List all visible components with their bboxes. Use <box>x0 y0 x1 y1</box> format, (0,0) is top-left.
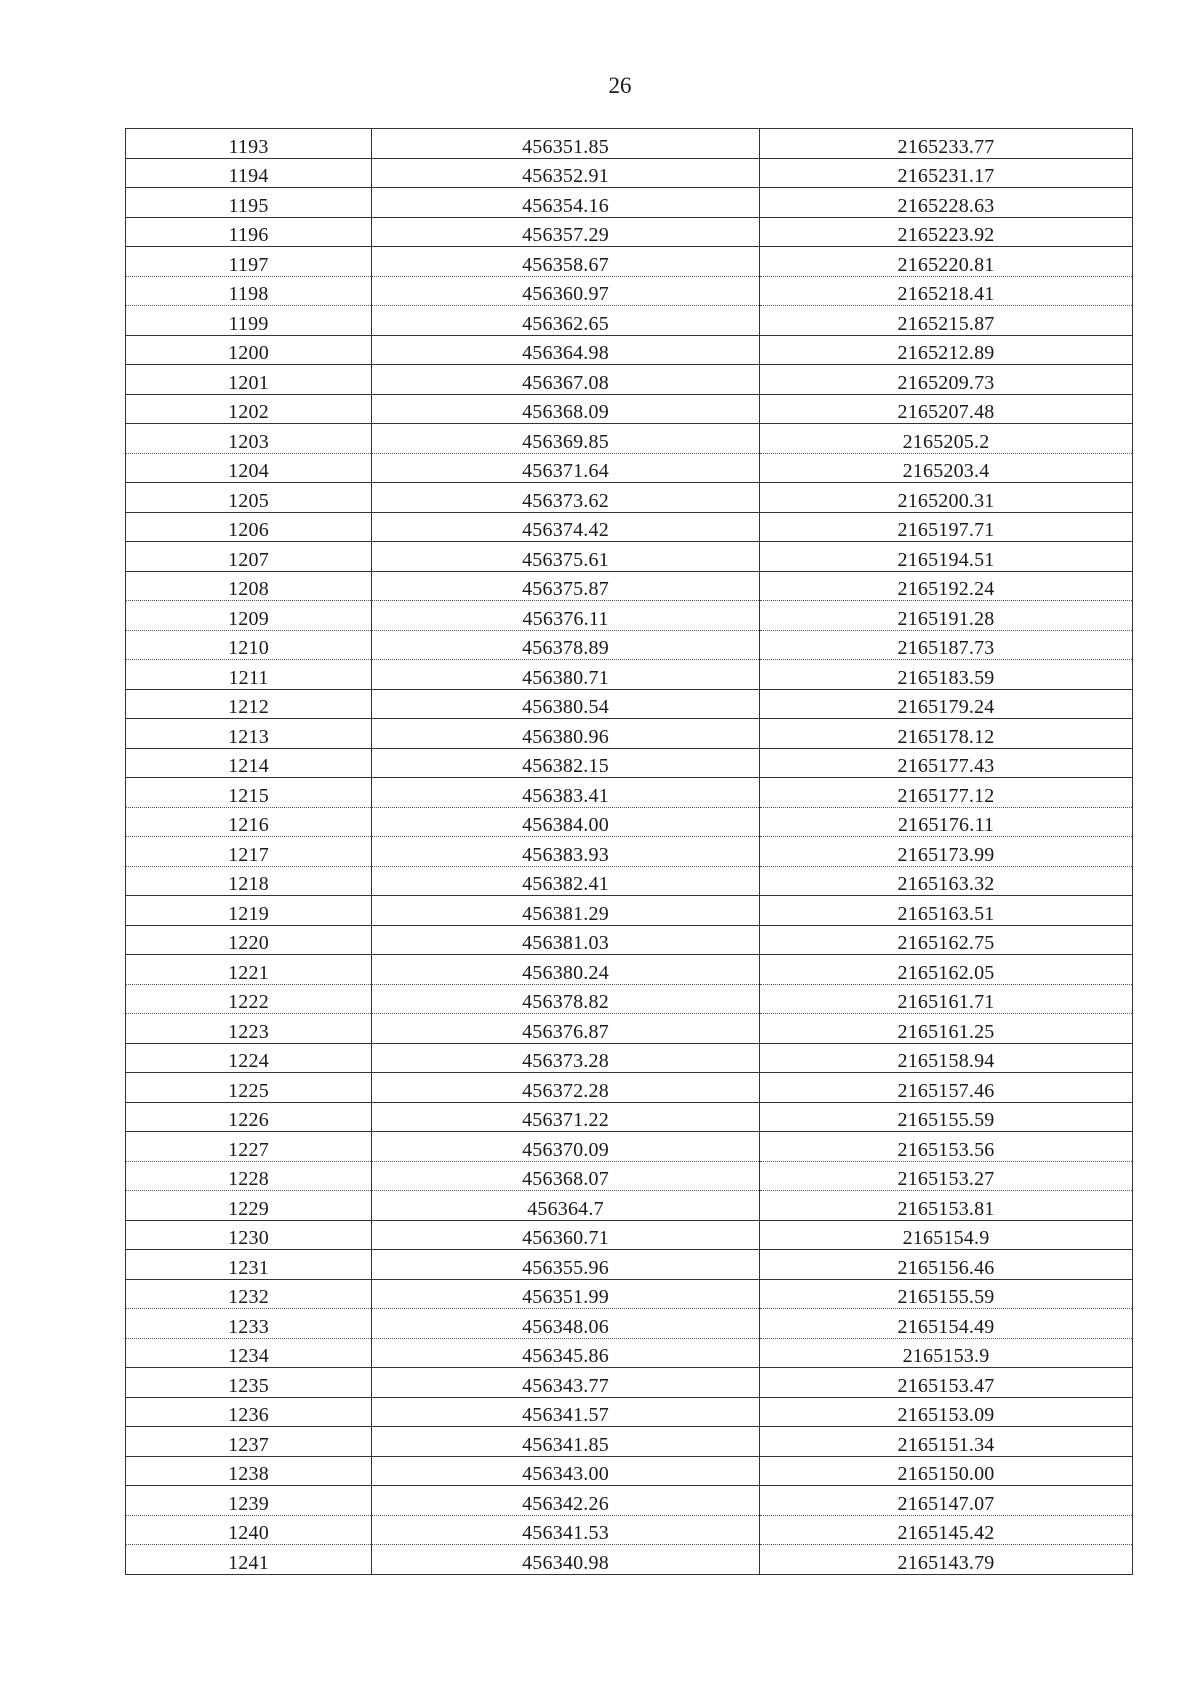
table-row <box>126 1161 1133 1191</box>
x-coordinate-cell: 456371.22 <box>372 1102 760 1132</box>
table-row <box>126 837 1133 867</box>
x-coordinate-cell: 456382.41 <box>372 866 760 896</box>
y-coordinate-cell: 2165197.71 <box>760 512 1133 542</box>
table-row <box>126 1427 1133 1457</box>
point-number-cell: 1234 <box>126 1338 372 1368</box>
point-number-cell: 1214 <box>126 748 372 778</box>
x-coordinate-cell: 456340.98 <box>372 1545 760 1575</box>
table-row <box>126 955 1133 985</box>
y-coordinate-cell: 2165153.27 <box>760 1161 1133 1191</box>
y-coordinate-cell: 2165205.2 <box>760 424 1133 454</box>
table-row <box>126 1456 1133 1486</box>
table-row <box>126 1486 1133 1516</box>
table-row <box>126 1250 1133 1280</box>
y-coordinate-cell: 2165147.07 <box>760 1486 1133 1516</box>
point-number-cell: 1226 <box>126 1102 372 1132</box>
table-row <box>126 866 1133 896</box>
table-row <box>126 1515 1133 1545</box>
x-coordinate-cell: 456351.85 <box>372 129 760 159</box>
table-row <box>126 689 1133 719</box>
y-coordinate-cell: 2165177.43 <box>760 748 1133 778</box>
point-number-cell: 1195 <box>126 188 372 218</box>
table-row <box>126 984 1133 1014</box>
point-number-cell: 1236 <box>126 1397 372 1427</box>
y-coordinate-cell: 2165153.9 <box>760 1338 1133 1368</box>
point-number-cell: 1221 <box>126 955 372 985</box>
point-number-cell: 1222 <box>126 984 372 1014</box>
y-coordinate-cell: 2165162.05 <box>760 955 1133 985</box>
y-coordinate-cell: 2165176.11 <box>760 807 1133 837</box>
point-number-cell: 1203 <box>126 424 372 454</box>
table-body <box>126 129 1133 1575</box>
x-coordinate-cell: 456345.86 <box>372 1338 760 1368</box>
y-coordinate-cell: 2165157.46 <box>760 1073 1133 1103</box>
point-number-cell: 1211 <box>126 660 372 690</box>
table-row <box>126 1014 1133 1044</box>
y-coordinate-cell: 2165151.34 <box>760 1427 1133 1457</box>
y-coordinate-cell: 2165163.51 <box>760 896 1133 926</box>
table-row <box>126 1191 1133 1221</box>
point-number-cell: 1215 <box>126 778 372 808</box>
point-number-cell: 1201 <box>126 365 372 395</box>
table-row <box>126 925 1133 955</box>
y-coordinate-cell: 2165223.92 <box>760 217 1133 247</box>
table-row <box>126 1043 1133 1073</box>
x-coordinate-cell: 456381.03 <box>372 925 760 955</box>
y-coordinate-cell: 2165233.77 <box>760 129 1133 159</box>
point-number-cell: 1225 <box>126 1073 372 1103</box>
x-coordinate-cell: 456373.62 <box>372 483 760 513</box>
x-coordinate-cell: 456381.29 <box>372 896 760 926</box>
x-coordinate-cell: 456375.87 <box>372 571 760 601</box>
x-coordinate-cell: 456376.11 <box>372 601 760 631</box>
y-coordinate-cell: 2165212.89 <box>760 335 1133 365</box>
y-coordinate-cell: 2165161.71 <box>760 984 1133 1014</box>
x-coordinate-cell: 456383.93 <box>372 837 760 867</box>
y-coordinate-cell: 2165155.59 <box>760 1102 1133 1132</box>
x-coordinate-cell: 456360.71 <box>372 1220 760 1250</box>
point-number-cell: 1196 <box>126 217 372 247</box>
y-coordinate-cell: 2165191.28 <box>760 601 1133 631</box>
x-coordinate-cell: 456368.09 <box>372 394 760 424</box>
table-row <box>126 630 1133 660</box>
point-number-cell: 1229 <box>126 1191 372 1221</box>
table-row <box>126 217 1133 247</box>
point-number-cell: 1227 <box>126 1132 372 1162</box>
y-coordinate-cell: 2165194.51 <box>760 542 1133 572</box>
point-number-cell: 1230 <box>126 1220 372 1250</box>
point-number-cell: 1207 <box>126 542 372 572</box>
x-coordinate-cell: 456352.91 <box>372 158 760 188</box>
table-row <box>126 601 1133 631</box>
y-coordinate-cell: 2165209.73 <box>760 365 1133 395</box>
table-row <box>126 660 1133 690</box>
x-coordinate-cell: 456362.65 <box>372 306 760 336</box>
point-number-cell: 1200 <box>126 335 372 365</box>
table-row <box>126 1397 1133 1427</box>
table-row <box>126 453 1133 483</box>
x-coordinate-cell: 456364.7 <box>372 1191 760 1221</box>
point-number-cell: 1231 <box>126 1250 372 1280</box>
y-coordinate-cell: 2165215.87 <box>760 306 1133 336</box>
x-coordinate-cell: 456341.85 <box>372 1427 760 1457</box>
table-row <box>126 571 1133 601</box>
table-row <box>126 778 1133 808</box>
point-number-cell: 1224 <box>126 1043 372 1073</box>
y-coordinate-cell: 2165154.49 <box>760 1309 1133 1339</box>
point-number-cell: 1240 <box>126 1515 372 1545</box>
x-coordinate-cell: 456372.28 <box>372 1073 760 1103</box>
table-row <box>126 1338 1133 1368</box>
point-number-cell: 1219 <box>126 896 372 926</box>
table-row <box>126 719 1133 749</box>
y-coordinate-cell: 2165192.24 <box>760 571 1133 601</box>
x-coordinate-cell: 456373.28 <box>372 1043 760 1073</box>
table-row <box>126 365 1133 395</box>
point-number-cell: 1232 <box>126 1279 372 1309</box>
point-number-cell: 1233 <box>126 1309 372 1339</box>
point-number-cell: 1239 <box>126 1486 372 1516</box>
x-coordinate-cell: 456343.00 <box>372 1456 760 1486</box>
y-coordinate-cell: 2165143.79 <box>760 1545 1133 1575</box>
x-coordinate-cell: 456364.98 <box>372 335 760 365</box>
x-coordinate-cell: 456378.82 <box>372 984 760 1014</box>
table-row <box>126 896 1133 926</box>
x-coordinate-cell: 456343.77 <box>372 1368 760 1398</box>
x-coordinate-cell: 456380.96 <box>372 719 760 749</box>
table-row <box>126 247 1133 277</box>
point-number-cell: 1213 <box>126 719 372 749</box>
x-coordinate-cell: 456384.00 <box>372 807 760 837</box>
point-number-cell: 1238 <box>126 1456 372 1486</box>
y-coordinate-cell: 2165179.24 <box>760 689 1133 719</box>
point-number-cell: 1241 <box>126 1545 372 1575</box>
point-number-cell: 1205 <box>126 483 372 513</box>
x-coordinate-cell: 456357.29 <box>372 217 760 247</box>
x-coordinate-cell: 456370.09 <box>372 1132 760 1162</box>
point-number-cell: 1202 <box>126 394 372 424</box>
y-coordinate-cell: 2165154.9 <box>760 1220 1133 1250</box>
y-coordinate-cell: 2165153.09 <box>760 1397 1133 1427</box>
x-coordinate-cell: 456380.71 <box>372 660 760 690</box>
point-number-cell: 1193 <box>126 129 372 159</box>
point-number-cell: 1218 <box>126 866 372 896</box>
table-row <box>126 1545 1133 1575</box>
table-row <box>126 542 1133 572</box>
y-coordinate-cell: 2165228.63 <box>760 188 1133 218</box>
x-coordinate-cell: 456358.67 <box>372 247 760 277</box>
y-coordinate-cell: 2165158.94 <box>760 1043 1133 1073</box>
x-coordinate-cell: 456355.96 <box>372 1250 760 1280</box>
table-row <box>126 158 1133 188</box>
point-number-cell: 1198 <box>126 276 372 306</box>
point-number-cell: 1209 <box>126 601 372 631</box>
y-coordinate-cell: 2165177.12 <box>760 778 1133 808</box>
point-number-cell: 1217 <box>126 837 372 867</box>
x-coordinate-cell: 456378.89 <box>372 630 760 660</box>
point-number-cell: 1197 <box>126 247 372 277</box>
x-coordinate-cell: 456376.87 <box>372 1014 760 1044</box>
point-number-cell: 1208 <box>126 571 372 601</box>
x-coordinate-cell: 456382.15 <box>372 748 760 778</box>
x-coordinate-cell: 456380.24 <box>372 955 760 985</box>
y-coordinate-cell: 2165203.4 <box>760 453 1133 483</box>
y-coordinate-cell: 2165153.56 <box>760 1132 1133 1162</box>
x-coordinate-cell: 456371.64 <box>372 453 760 483</box>
table-row <box>126 1279 1133 1309</box>
table-row <box>126 424 1133 454</box>
table-row <box>126 306 1133 336</box>
coordinates-table <box>125 128 1133 1575</box>
x-coordinate-cell: 456374.42 <box>372 512 760 542</box>
x-coordinate-cell: 456375.61 <box>372 542 760 572</box>
point-number-cell: 1199 <box>126 306 372 336</box>
y-coordinate-cell: 2165162.75 <box>760 925 1133 955</box>
page-number: 26 <box>608 73 632 98</box>
point-number-cell: 1223 <box>126 1014 372 1044</box>
y-coordinate-cell: 2165161.25 <box>760 1014 1133 1044</box>
y-coordinate-cell: 2165156.46 <box>760 1250 1133 1280</box>
y-coordinate-cell: 2165145.42 <box>760 1515 1133 1545</box>
point-number-cell: 1212 <box>126 689 372 719</box>
point-number-cell: 1194 <box>126 158 372 188</box>
y-coordinate-cell: 2165153.47 <box>760 1368 1133 1398</box>
y-coordinate-cell: 2165178.12 <box>760 719 1133 749</box>
table-row <box>126 394 1133 424</box>
y-coordinate-cell: 2165163.32 <box>760 866 1133 896</box>
point-number-cell: 1210 <box>126 630 372 660</box>
table-row <box>126 1309 1133 1339</box>
x-coordinate-cell: 456368.07 <box>372 1161 760 1191</box>
x-coordinate-cell: 456342.26 <box>372 1486 760 1516</box>
y-coordinate-cell: 2165207.48 <box>760 394 1133 424</box>
point-number-cell: 1220 <box>126 925 372 955</box>
y-coordinate-cell: 2165153.81 <box>760 1191 1133 1221</box>
x-coordinate-cell: 456380.54 <box>372 689 760 719</box>
x-coordinate-cell: 456369.85 <box>372 424 760 454</box>
x-coordinate-cell: 456351.99 <box>372 1279 760 1309</box>
table-row <box>126 276 1133 306</box>
y-coordinate-cell: 2165183.59 <box>760 660 1133 690</box>
y-coordinate-cell: 2165220.81 <box>760 247 1133 277</box>
x-coordinate-cell: 456341.57 <box>372 1397 760 1427</box>
y-coordinate-cell: 2165150.00 <box>760 1456 1133 1486</box>
table-row <box>126 1220 1133 1250</box>
point-number-cell: 1204 <box>126 453 372 483</box>
table-row <box>126 129 1133 159</box>
point-number-cell: 1235 <box>126 1368 372 1398</box>
table-row <box>126 1102 1133 1132</box>
x-coordinate-cell: 456354.16 <box>372 188 760 218</box>
table-row <box>126 1132 1133 1162</box>
point-number-cell: 1228 <box>126 1161 372 1191</box>
table-row <box>126 748 1133 778</box>
table-row <box>126 335 1133 365</box>
point-number-cell: 1237 <box>126 1427 372 1457</box>
table-row <box>126 512 1133 542</box>
table-row <box>126 807 1133 837</box>
y-coordinate-cell: 2165155.59 <box>760 1279 1133 1309</box>
x-coordinate-cell: 456348.06 <box>372 1309 760 1339</box>
y-coordinate-cell: 2165200.31 <box>760 483 1133 513</box>
x-coordinate-cell: 456360.97 <box>372 276 760 306</box>
point-number-cell: 1206 <box>126 512 372 542</box>
y-coordinate-cell: 2165218.41 <box>760 276 1133 306</box>
table-row <box>126 1073 1133 1103</box>
x-coordinate-cell: 456383.41 <box>372 778 760 808</box>
table-row <box>126 1368 1133 1398</box>
table-row <box>126 188 1133 218</box>
y-coordinate-cell: 2165173.99 <box>760 837 1133 867</box>
y-coordinate-cell: 2165187.73 <box>760 630 1133 660</box>
table-row <box>126 483 1133 513</box>
x-coordinate-cell: 456367.08 <box>372 365 760 395</box>
point-number-cell: 1216 <box>126 807 372 837</box>
x-coordinate-cell: 456341.53 <box>372 1515 760 1545</box>
y-coordinate-cell: 2165231.17 <box>760 158 1133 188</box>
